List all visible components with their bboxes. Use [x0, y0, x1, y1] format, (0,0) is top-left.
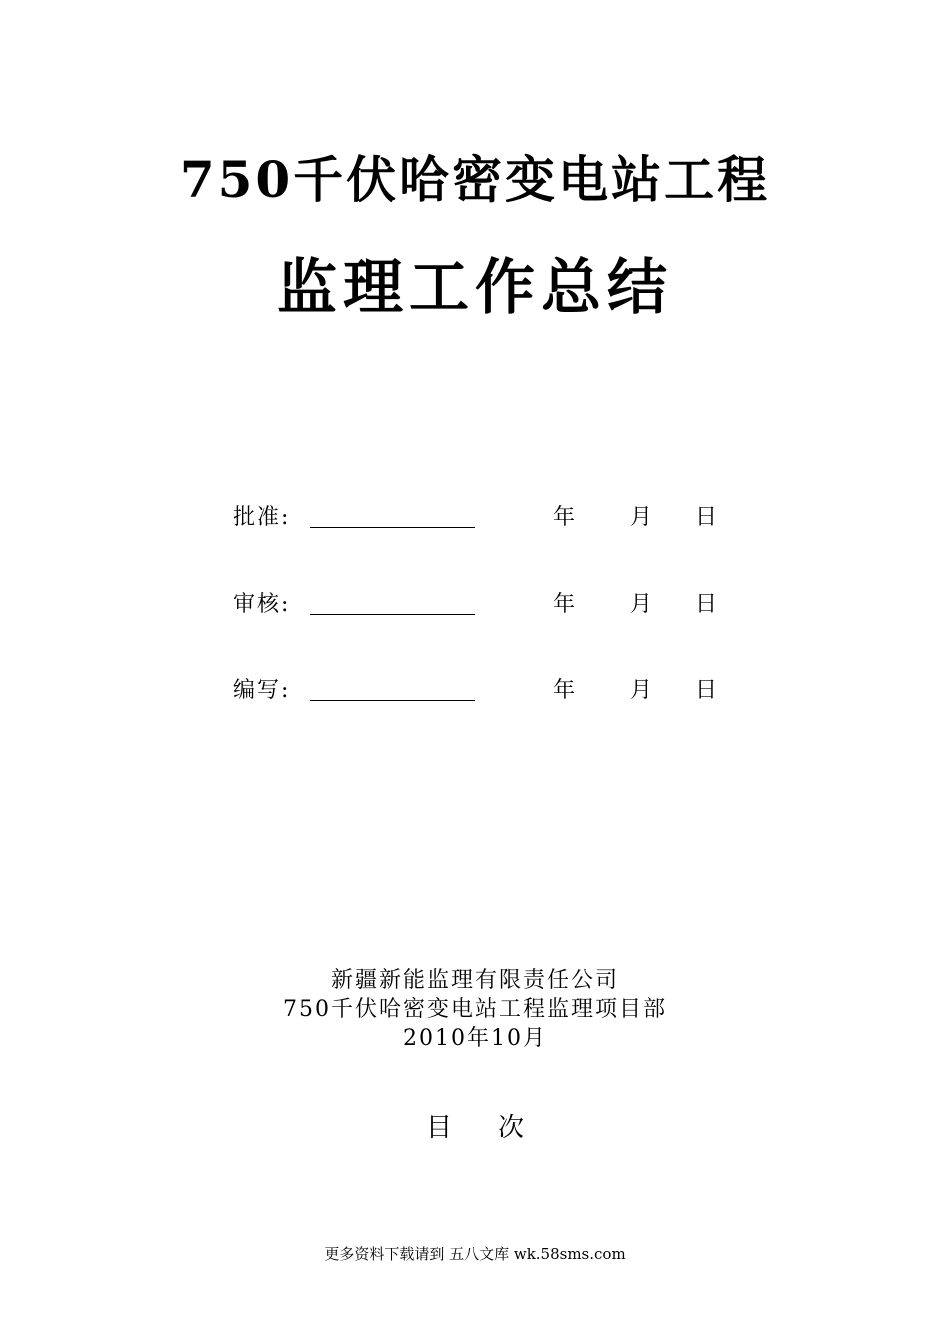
review-signature-line — [310, 614, 475, 615]
approval-signature-line — [310, 527, 475, 528]
approval-month-label: 月 — [630, 505, 653, 530]
document-title-line1: 750千伏哈密变电站工程 — [179, 150, 771, 209]
document-date: 2010年10月 — [403, 1026, 547, 1051]
toc-heading-char2: 次 — [498, 1113, 525, 1143]
project-department: 750千伏哈密变电站工程监理项目部 — [283, 997, 667, 1022]
author-label: 编写: — [233, 678, 291, 703]
review-day-label: 日 — [695, 592, 718, 617]
company-name: 新疆新能监理有限责任公司 — [330, 968, 619, 993]
approval-year-label: 年 — [553, 505, 576, 530]
review-year-label: 年 — [553, 592, 576, 617]
author-month-label: 月 — [630, 678, 653, 703]
organization-block — [0, 966, 950, 1053]
review-month-label: 月 — [630, 592, 653, 617]
footer-download-notice: 更多资料下载请到 五八文库 wk.58sms.com — [324, 1245, 626, 1263]
toc-heading — [0, 1110, 950, 1146]
review-row — [233, 588, 753, 622]
author-row — [233, 674, 753, 708]
document-title-line2: 监理工作总结 — [277, 253, 673, 323]
review-label: 审核: — [233, 592, 291, 617]
toc-heading-char1: 目 — [425, 1113, 452, 1143]
author-signature-line — [310, 700, 475, 701]
approval-row — [233, 501, 753, 535]
approval-label: 批准: — [233, 505, 291, 530]
author-year-label: 年 — [553, 678, 576, 703]
approval-day-label: 日 — [695, 505, 718, 530]
author-day-label: 日 — [695, 678, 718, 703]
